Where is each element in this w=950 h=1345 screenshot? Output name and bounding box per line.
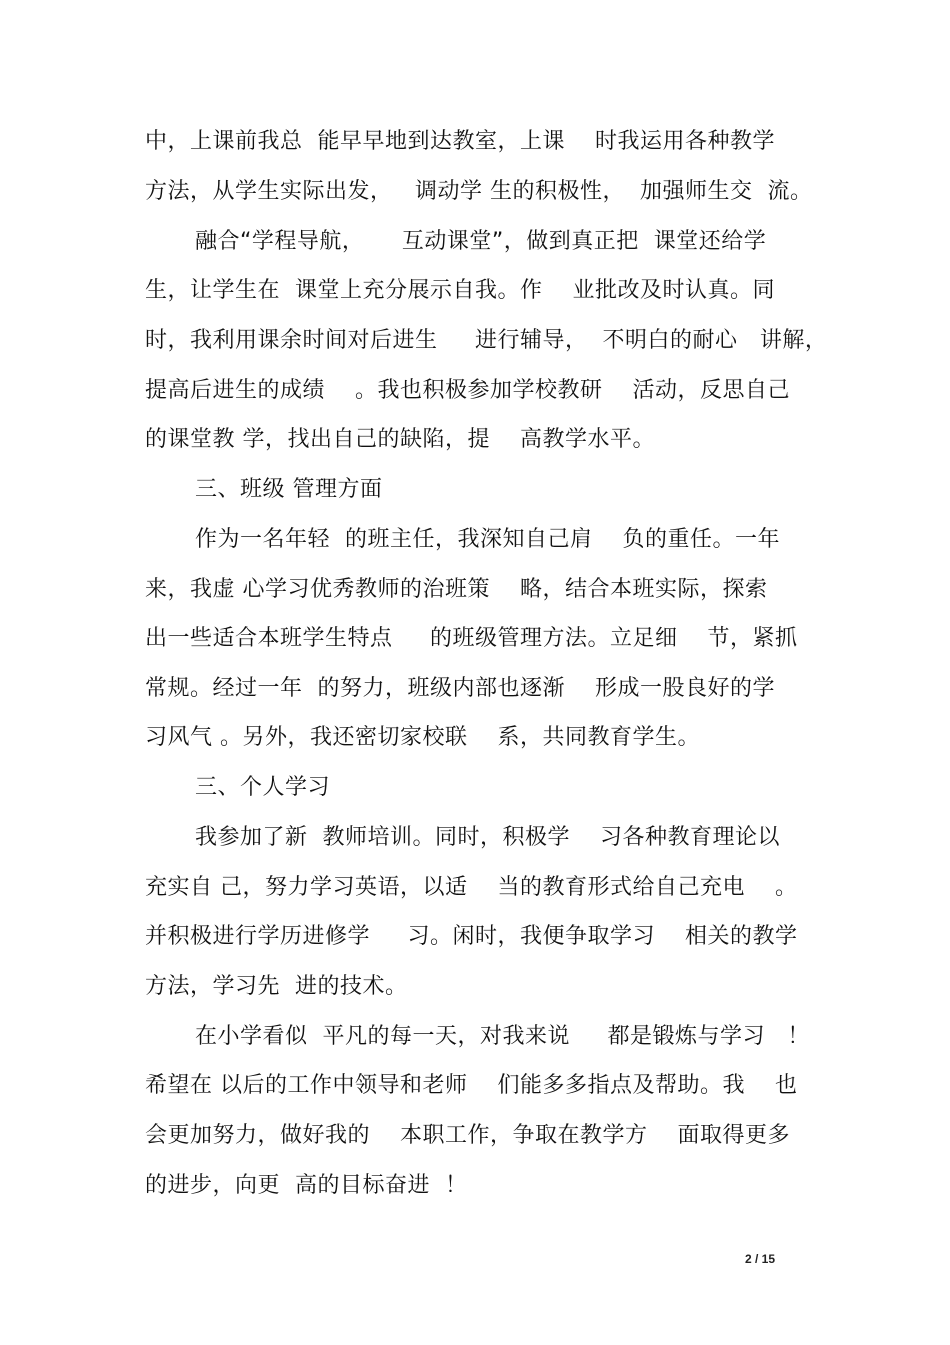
body-line-4: 生，让学生在 课堂上充分展示自我。作 业批改及时认真。同	[145, 278, 775, 303]
section-heading-personal-study: 三、个人学习	[195, 775, 331, 800]
paragraph-first-line: 我参加了新 教师培训。同时，积极学 习各种教育理论以	[195, 825, 780, 850]
body-line-1: 中，上课前我总 能早早地到达教室，上课 时我运用各种教学	[145, 129, 775, 154]
body-line-22: 的进步，向更 高的目标奋进 ！	[145, 1173, 468, 1198]
body-line-17: 并积极进行学历进修学 习。闲时，我便争取学习 相关的教学	[145, 924, 798, 949]
paragraph-first-line: 融合“学程导航， 互动课堂”，做到真正把 课堂还给学	[195, 229, 767, 254]
body-line-12: 常规。经过一年 的努力，班级内部也逐渐 形成一股良好的学	[145, 676, 775, 701]
page-number: 2 / 15	[745, 1252, 776, 1266]
body-line-16: 充实自 己，努力学习英语，以适 当的教育形式给自己充电 。	[145, 875, 798, 900]
body-line-2: 方法，从学生实际出发， 调动学 生的积极性， 加强师生交 流。	[145, 179, 813, 204]
body-line-20: 希望在 以后的工作中领导和老师 们能多多指点及帮助。我 也	[145, 1073, 798, 1098]
body-line-21: 会更加努力，做好我的 本职工作，争取在教学方 面取得更多	[145, 1123, 790, 1148]
body-line-5: 时，我利用课余时间对后进生 进行辅导， 不明白的耐心 讲解，	[145, 328, 828, 353]
body-line-6: 提高后进生的成绩 。我也积极参加学校教研 活动，反思自己	[145, 378, 790, 403]
section-heading-class-management: 三、班级 管理方面	[195, 477, 383, 502]
paragraph-first-line: 在小学看似 平凡的每一天，对我来说 都是锻炼与学习 ！	[195, 1024, 810, 1049]
body-line-10: 来，我虚 心学习优秀教师的治班策 略，结合本班实际，探索	[145, 577, 768, 602]
body-line-18: 方法，学习先 进的技术。	[145, 974, 408, 999]
paragraph-first-line: 作为一名年轻 的班主任，我深知自己肩 负的重任。一年	[195, 527, 780, 552]
body-line-13: 习风气 。另外，我还密切家校联 系，共同教育学生。	[145, 725, 700, 750]
body-line-11: 出一些适合本班学生特点 的班级管理方法。立足细 节，紧抓	[145, 626, 798, 651]
body-line-7: 的课堂教 学，找出自己的缺陷，提 高教学水平。	[145, 427, 655, 452]
